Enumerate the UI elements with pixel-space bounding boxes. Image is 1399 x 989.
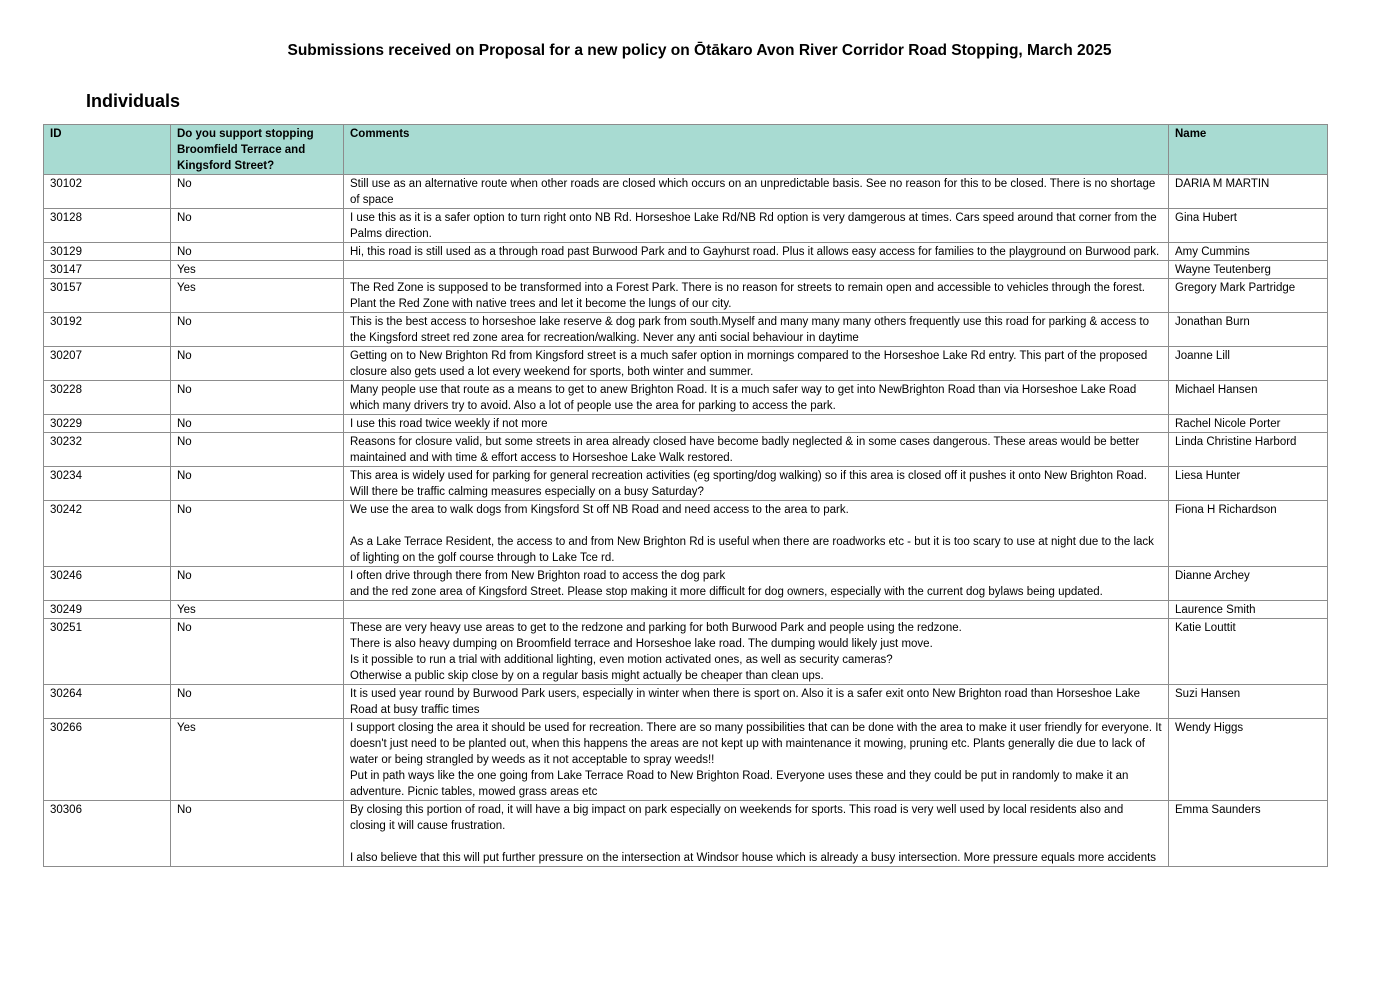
cell-id: 30228 xyxy=(44,381,171,415)
cell-id: 30249 xyxy=(44,601,171,619)
cell-support: Yes xyxy=(171,719,344,801)
cell-id: 30207 xyxy=(44,347,171,381)
cell-id: 30129 xyxy=(44,243,171,261)
header-id: ID xyxy=(44,125,171,175)
header-comments: Comments xyxy=(344,125,1169,175)
table-row xyxy=(44,801,1328,867)
cell-id: 30234 xyxy=(44,467,171,501)
cell-id: 30147 xyxy=(44,261,171,279)
table-row xyxy=(44,175,1328,209)
cell-support: No xyxy=(171,313,344,347)
cell-id: 30232 xyxy=(44,433,171,467)
cell-comment xyxy=(344,261,1169,279)
cell-comment: I use this road twice weekly if not more xyxy=(344,415,1169,433)
cell-support: Yes xyxy=(171,601,344,619)
cell-name: Amy Cummins xyxy=(1169,243,1328,261)
cell-support: Yes xyxy=(171,279,344,313)
cell-id: 30251 xyxy=(44,619,171,685)
cell-name: Wendy Higgs xyxy=(1169,719,1328,801)
cell-comment: I use this as it is a safer option to turn right onto NB Rd. Horseshoe Lake Rd/NB Rd option is very damgerous at times. Cars speed around that corner from the Palms direction. xyxy=(344,209,1169,243)
table-row xyxy=(44,209,1328,243)
cell-id: 30306 xyxy=(44,801,171,867)
cell-comment: Reasons for closure valid, but some streets in area already closed have become badly neglected & in some cases dangerous. These areas would be better maintained and with time & effort access to Horseshoe Lake Walk restored. xyxy=(344,433,1169,467)
table-row xyxy=(44,261,1328,279)
cell-comment: Many people use that route as a means to get to anew Brighton Road. It is a much safer way to get into NewBrighton Road than via Horseshoe Lake Road which many drivers try to avoid. Also a lot of people use the area for parking to access the park. xyxy=(344,381,1169,415)
cell-name: Suzi Hansen xyxy=(1169,685,1328,719)
cell-comment: It is used year round by Burwood Park users, especially in winter when there is sport on. Also it is a safer exit onto New Brighton road than Horseshoe Lake Road at busy traffic times xyxy=(344,685,1169,719)
cell-support: Yes xyxy=(171,261,344,279)
cell-comment: By closing this portion of road, it will have a big impact on park especially on weekends for sports. This road is very well used by local residents also and closing it will cause frustration. I also believe that this will put further pressure on the intersection at Windsor house which is already a busy intersection. More pressure equals more accidents xyxy=(344,801,1169,867)
cell-name: DARIA M MARTIN xyxy=(1169,175,1328,209)
cell-name: Liesa Hunter xyxy=(1169,467,1328,501)
cell-name: Emma Saunders xyxy=(1169,801,1328,867)
header-name: Name xyxy=(1169,125,1328,175)
table-header-row xyxy=(44,125,1328,175)
cell-id: 30157 xyxy=(44,279,171,313)
cell-id: 30266 xyxy=(44,719,171,801)
cell-comment: Still use as an alternative route when other roads are closed which occurs on an unpredictable basis. See no reason for this to be closed. There is no shortage of space xyxy=(344,175,1169,209)
cell-name: Fiona H Richardson xyxy=(1169,501,1328,567)
cell-comment: This area is widely used for parking for general recreation activities (eg sporting/dog walking) so if this area is closed off it pushes it onto New Brighton Road. Will there be traffic calming measures especially on a busy Saturday? xyxy=(344,467,1169,501)
cell-comment xyxy=(344,601,1169,619)
section-heading: Individuals xyxy=(86,91,181,111)
cell-name: Michael Hansen xyxy=(1169,381,1328,415)
cell-support: No xyxy=(171,619,344,685)
cell-comment: We use the area to walk dogs from Kingsford St off NB Road and need access to the area to park. As a Lake Terrace Resident, the access to and from New Brighton Rd is useful when there are roadworks etc - but it is too scary to use at night due to the lack of lighting on the golf course through to Lake Tce rd. xyxy=(344,501,1169,567)
cell-comment: I often drive through there from New Brighton road to access the dog park and the red zone area of Kingsford Street. Please stop making it more difficult for dog owners, especially with the current dog bylaws being updated. xyxy=(344,567,1169,601)
table-row xyxy=(44,501,1328,567)
cell-id: 30264 xyxy=(44,685,171,719)
cell-id: 30229 xyxy=(44,415,171,433)
table-row xyxy=(44,243,1328,261)
cell-name: Jonathan Burn xyxy=(1169,313,1328,347)
cell-comment: This is the best access to horseshoe lake reserve & dog park from south.Myself and many many many others frequently use this road for parking & access to the Kingsford street red zone area for recreation/walking. Never any anti social behaviour in daytime xyxy=(344,313,1169,347)
table-row xyxy=(44,381,1328,415)
cell-support: No xyxy=(171,685,344,719)
cell-name: Linda Christine Harbord xyxy=(1169,433,1328,467)
cell-support: No xyxy=(171,243,344,261)
table-row xyxy=(44,313,1328,347)
cell-support: No xyxy=(171,347,344,381)
cell-support: No xyxy=(171,501,344,567)
table-row xyxy=(44,433,1328,467)
cell-name: Gregory Mark Partridge xyxy=(1169,279,1328,313)
table-row xyxy=(44,279,1328,313)
cell-support: No xyxy=(171,175,344,209)
table-row xyxy=(44,415,1328,433)
cell-name: Rachel Nicole Porter xyxy=(1169,415,1328,433)
cell-name: Gina Hubert xyxy=(1169,209,1328,243)
cell-id: 30128 xyxy=(44,209,171,243)
cell-support: No xyxy=(171,467,344,501)
cell-id: 30242 xyxy=(44,501,171,567)
table-row xyxy=(44,719,1328,801)
table-row xyxy=(44,567,1328,601)
cell-id: 30246 xyxy=(44,567,171,601)
header-support: Do you support stopping Broomfield Terrace and Kingsford Street? xyxy=(171,125,344,175)
cell-name: Dianne Archey xyxy=(1169,567,1328,601)
cell-comment: These are very heavy use areas to get to the redzone and parking for both Burwood Park and people using the redzone. There is also heavy dumping on Broomfield terrace and Horseshoe lake road. The dumping would likely just move. Is it possible to run a trial with additional lighting, even motion activated ones, as well as security cameras? Otherwise a public skip close by on a regular basis might actually be cheaper than clean ups. xyxy=(344,619,1169,685)
cell-name: Katie Louttit xyxy=(1169,619,1328,685)
cell-support: No xyxy=(171,433,344,467)
cell-name: Wayne Teutenberg xyxy=(1169,261,1328,279)
cell-comment: I support closing the area it should be used for recreation. There are so many possibilities that can be done with the area to make it user friendly for everyone. It doesn't just need to be planted out, when this happens the areas are not kept up with maintenance it mowing, pruning etc. Plants generally die due to lack of water or being strangled by weeds as it not acceptable to spray weeds!! Put in path ways like the one going from Lake Terrace Road to New Brighton Road. Everyone uses these and they could be put in randomly to make it an adventure. Picnic tables, mowed grass areas etc xyxy=(344,719,1169,801)
cell-support: No xyxy=(171,415,344,433)
table-row xyxy=(44,685,1328,719)
cell-support: No xyxy=(171,381,344,415)
table-row xyxy=(44,347,1328,381)
table-row xyxy=(44,467,1328,501)
cell-name: Laurence Smith xyxy=(1169,601,1328,619)
cell-id: 30192 xyxy=(44,313,171,347)
submissions-table xyxy=(43,124,1328,867)
cell-id: 30102 xyxy=(44,175,171,209)
cell-support: No xyxy=(171,209,344,243)
cell-comment: Hi, this road is still used as a through road past Burwood Park and to Gayhurst road. Plus it allows easy access for families to the playground on Burwood park. xyxy=(344,243,1169,261)
cell-comment: The Red Zone is supposed to be transformed into a Forest Park. There is no reason for streets to remain open and accessible to vehicles through the forest. Plant the Red Zone with native trees and let it become the lungs of our city. xyxy=(344,279,1169,313)
table-row xyxy=(44,601,1328,619)
table-row xyxy=(44,619,1328,685)
cell-support: No xyxy=(171,801,344,867)
cell-comment: Getting on to New Brighton Rd from Kingsford street is a much safer option in mornings compared to the Horseshoe Lake Rd entry. This part of the proposed closure also gets used a lot every weekend for sports, both winter and summer. xyxy=(344,347,1169,381)
cell-name: Joanne Lill xyxy=(1169,347,1328,381)
cell-support: No xyxy=(171,567,344,601)
document-title: Submissions received on Proposal for a new policy on Ōtākaro Avon River Corridor Road Stopping, March 2025 xyxy=(287,42,1112,59)
